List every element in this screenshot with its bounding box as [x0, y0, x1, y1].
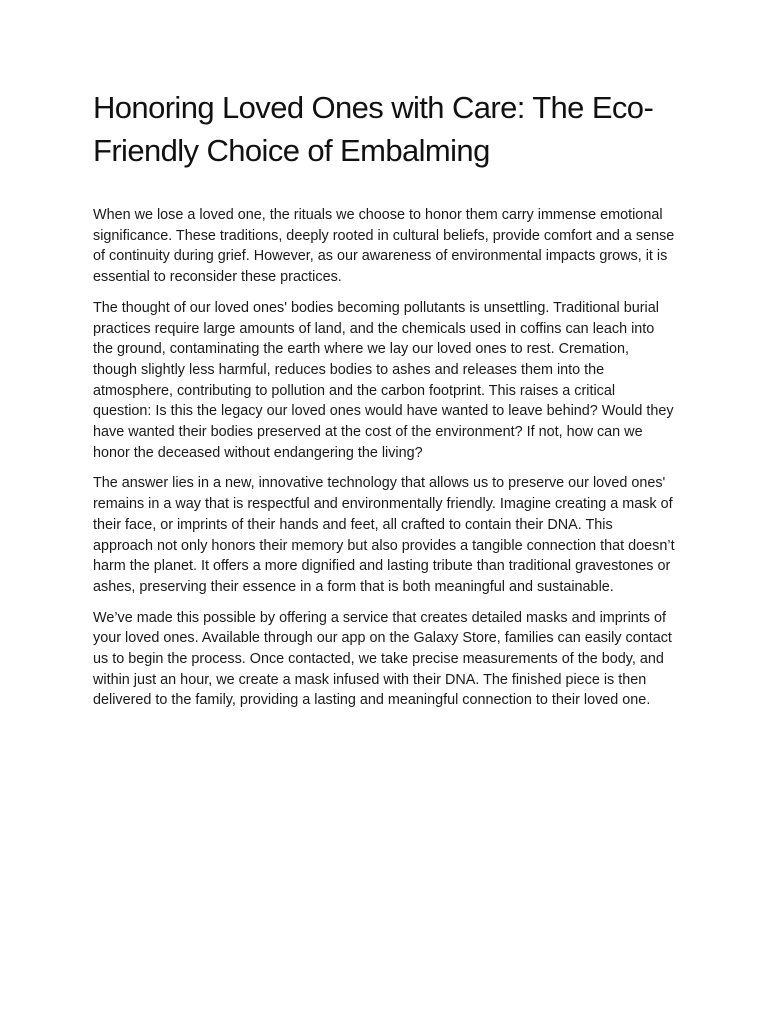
paragraph-3: The answer lies in a new, innovative technology that allows us to preserve our loved ones' remains in a way that is respectful and environmentally friendly. Imagine creating a mask of their face, or imprints of their hands and feet, all crafted to contain their DNA. This approach not only honors their memory but also provides a tangible connection that doesn’t harm the planet. It offers a more dignified and lasting tribute than traditional gravestones or ashes, preserving their essence in a form that is both meaningful and sustainable. — [93, 475, 675, 595]
paragraph-4: We’ve made this possible by offering a service that creates detailed masks and imprints of your loved ones. Available through our app on the Galaxy Store, families can easily contact us to begin the process. Once contacted, we take precise measurements of the body, and within just an hour, we create a mask infused with their DNA. The finished piece is then delivered to the family, providing a lasting and meaningful connection to their loved one. — [93, 609, 672, 709]
document-page — [93, 86, 675, 721]
paragraph-1: When we lose a loved one, the rituals we choose to honor them carry immense emotional significance. These traditions, deeply rooted in cultural beliefs, provide comfort and a sense of continuity during grief. However, as our awareness of environmental impacts grows, it is essential to reconsider these practices. — [93, 207, 675, 286]
document-title: Honoring Loved Ones with Care: The Eco-Friendly Choice of Embalming — [93, 90, 654, 168]
paragraph-2: The thought of our loved ones' bodies becoming pollutants is unsettling. Traditional burial practices require large amounts of land, and the chemicals used in coffins can leach into the ground, contaminating the earth where we lay our loved ones to rest. Cremation, though slightly less harmful, reduces bodies to ashes and releases them into the atmosphere, contributing to pollution and the carbon footprint. This raises a critical question: Is this the legacy our loved ones would have wanted to leave behind? Would they have wanted their bodies preserved at the cost of the environment? If not, how can we honor the deceased without endangering the living? — [93, 299, 674, 461]
